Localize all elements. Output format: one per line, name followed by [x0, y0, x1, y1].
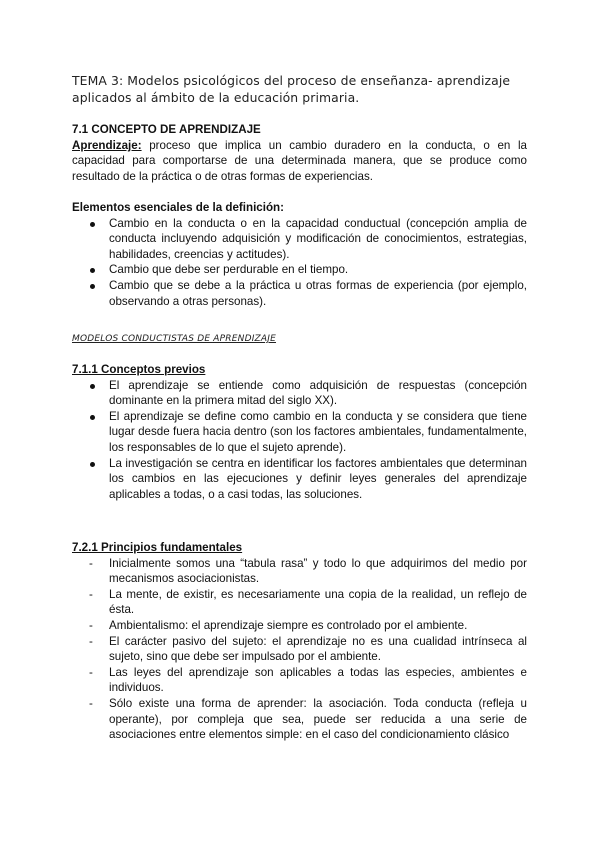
section-heading: 7.2.1 Principios fundamentales: [72, 541, 243, 554]
list-item: - Sólo existe una forma de aprender: la asociación. Toda conducta (refleja u operante), por compleja que sea, puede ser reducida a una serie de asociaciones entre elementos simple: en el caso del condicionamiento clásico: [72, 696, 527, 743]
subtitle-conductistas: MODELOS CONDUCTISTAS DE APRENDIZAJE: [72, 334, 277, 344]
list-item: Cambio que debe ser perdurable en el tiempo.: [72, 262, 527, 278]
definition-text: proceso que implica un cambio duradero en la conducta, o en la capacidad para comportarse de una determinada manera, que se produce como resultado de la práctica o de otras formas de experiencias.: [72, 138, 527, 183]
section-heading: 7.1.1 Conceptos previos: [72, 363, 206, 376]
elements-section: [72, 200, 527, 309]
list-item: - Ambientalismo: el aprendizaje siempre es controlado por el ambiente.: [72, 618, 527, 634]
definition-paragraph: [72, 138, 527, 185]
list-item: - Las leyes del aprendizaje son aplicables a todas las especies, ambientes e individuos.: [72, 665, 527, 696]
list-item: - Inicialmente somos una “tabula rasa” y todo lo que adquirimos del medio por mecanismos asociacionistas.: [72, 556, 527, 587]
list-item: Cambio en la conducta o en la capacidad conductual (concepción amplia de conducta incluyendo adquisición y modificación de conocimientos, estrategias, habilidades, creencias y actitudes).: [72, 216, 527, 263]
definition-term: Aprendizaje:: [72, 138, 142, 152]
elements-heading: Elementos esenciales de la definición:: [72, 201, 284, 214]
principios-list: [72, 556, 527, 743]
list-item: Cambio que se debe a la práctica u otras formas de experiencia (por ejemplo, observando a otras personas).: [72, 278, 527, 309]
section-7-1-1: [72, 362, 527, 502]
list-item: La investigación se centra en identificar los factores ambientales que determinan los cambios en las ejecuciones y definir leyes generales del aprendizaje aplicables a todas, o a casi todas, las soluciones.: [72, 456, 527, 503]
conceptos-list: [72, 378, 527, 503]
document-title: TEMA 3: Modelos psicológicos del proceso de enseñanza- aprendizaje aplicados al ámbito de la educación primaria.: [72, 73, 511, 105]
list-item: - La mente, de existir, es necesariamente una copia de la realidad, un reflejo de ésta.: [72, 587, 527, 618]
section-heading: 7.1 CONCEPTO DE APRENDIZAJE: [72, 123, 261, 136]
list-item: - El carácter pasivo del sujeto: el aprendizaje no es una cualidad intrínseca al sujeto, sino que debe ser impulsado por el ambiente.: [72, 634, 527, 665]
list-item: El aprendizaje se define como cambio en la conducta y se considera que tiene lugar desde fuera hacia dentro (son los factores ambientales, fundamentalmente, los responsables de lo que el sujeto aprende).: [72, 409, 527, 456]
elements-list: [72, 216, 527, 310]
list-item: El aprendizaje se entiende como adquisición de respuestas (concepción dominante en la primera mitad del siglo XX).: [72, 378, 527, 409]
section-7-1: [72, 122, 527, 184]
section-7-2-1: [72, 540, 527, 743]
